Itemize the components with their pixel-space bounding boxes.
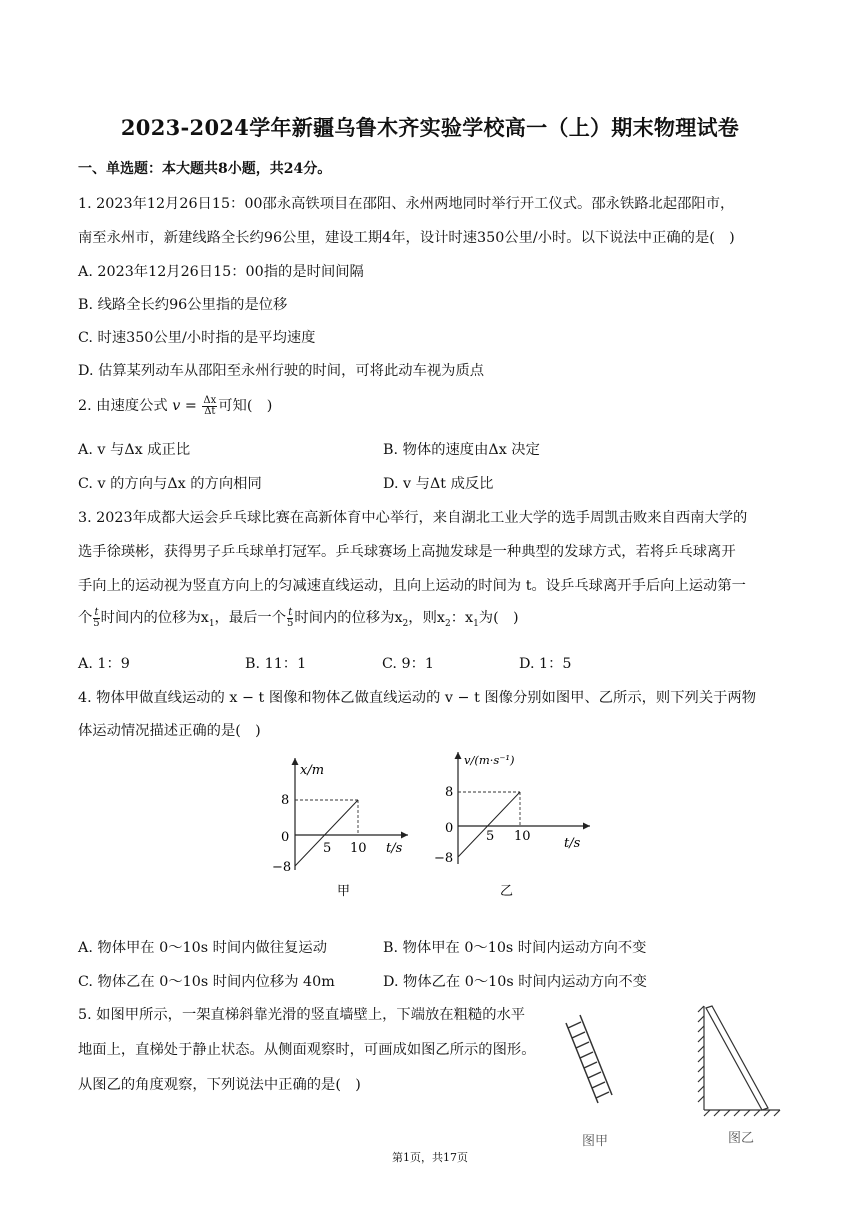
q2-frac-den: Δt (204, 405, 216, 417)
q2-stem (78, 395, 272, 417)
q5-stem-line3: 从图乙的角度观察，下列说法中正确的是( ) (78, 1077, 361, 1093)
q3-text: 个 (78, 610, 93, 626)
yi-origin: 0 (445, 821, 454, 836)
yi-x5: 5 (486, 829, 495, 844)
caption-yi: 图乙 (728, 1131, 755, 1146)
q4-option-a: A. 物体甲在 0～10s 时间内做往复运动 (78, 940, 327, 956)
q3-option-d: D. 1：5 (519, 656, 572, 672)
ladder-figure-yi (688, 998, 788, 1150)
q3-frac1-den: 5 (93, 617, 100, 629)
q3-text: 时间内的位移为x (100, 610, 209, 626)
q1-option-d: D. 估算某列动车从邵阳至永州行驶的时间，可将此动车视为质点 (78, 363, 485, 379)
q2-prefix: 2. 由速度公式 (78, 398, 173, 414)
q3-frac2-num: t (288, 606, 293, 618)
section-heading: 一、单选题：本大题共8小题，共24分。 (78, 161, 332, 177)
yi-graph-line (458, 792, 520, 857)
q3-option-b: B. 11：1 (245, 656, 307, 672)
q2-option-d: D. v 与Δt 成反比 (383, 476, 494, 492)
q3-text: 为( ) (478, 610, 519, 626)
caption-jia: 图甲 (582, 1134, 609, 1149)
yi-y-bot: −8 (434, 851, 454, 866)
jia-graph-line (295, 800, 358, 866)
q1-stem-line2: 南至永州市，新建线路全长约96公里，建设工期4年，设计时速350公里/小时。以下说法中正确的是( ) (78, 230, 735, 246)
q3-sub: 1 (208, 618, 215, 629)
q3-frac2-den: 5 (287, 617, 294, 629)
q3-stem-line1: 3. 2023年成都大运会乒乓球比赛在高新体育中心举行，来自湖北工业大学的选手周凯击败来自西南大学的 (78, 510, 748, 526)
q1-option-c: C. 时速350公里/小时指的是平均速度 (78, 330, 316, 346)
q3-fraction-1 (93, 608, 99, 629)
q1-stem-line1: 1. 2023年12月26日15：00邵永高铁项目在邵阳、永州两地同时举行开工仪式。邵永铁路北起邵阳市， (78, 196, 735, 212)
q3-frac1-num: t (94, 606, 99, 618)
q2-v: v (172, 398, 181, 414)
jia-x10: 10 (350, 841, 367, 856)
jia-x5: 5 (323, 841, 332, 856)
q3-sub: 1 (473, 618, 479, 629)
q2-option-c: C. v 的方向与Δx 的方向相同 (78, 476, 262, 492)
q3-text: ，最后一个 (214, 610, 287, 626)
yi-xlabel: t/s (564, 836, 581, 851)
page-footer: 第1页，共17页 (392, 1151, 468, 1164)
q1-option-a: A. 2023年12月26日15：00指的是时间间隔 (78, 264, 364, 280)
q3-sub: 2 (444, 618, 451, 629)
q3-text: 时间内的位移为x (294, 610, 403, 626)
q4-stem-line1: 4. 物体甲做直线运动的 x − t 图像和物体乙做直线运动的 v − t 图像分别如图甲、乙所示，则下列关于两物 (78, 690, 757, 706)
jia-origin: 0 (281, 830, 290, 845)
jia-caption: 甲 (337, 884, 351, 899)
q2-option-a: A. v 与Δx 成正比 (78, 442, 191, 458)
jia-y-bot: −8 (272, 860, 292, 875)
yi-y-top: 8 (445, 785, 454, 800)
figure-jia-xt-graph (268, 752, 418, 902)
jia-y-top: 8 (281, 793, 290, 808)
q5-stem-line1: 5. 如图甲所示，一架直梯斜靠光滑的竖直墙壁上，下端放在粗糙的水平 (78, 1007, 526, 1023)
q3-stem-line4 (78, 607, 519, 629)
figure-yi-vt-graph (428, 744, 598, 902)
q2-fraction (202, 396, 217, 417)
q4-option-b: B. 物体甲在 0～10s 时间内运动方向不变 (383, 940, 647, 956)
q4-option-c: C. 物体乙在 0～10s 时间内位移为 40m (78, 974, 335, 990)
q3-stem-line3: 手向上的运动视为竖直方向上的匀减速直线运动，且向上运动的时间为 t。设乒乓球离开手后向上运动第一 (78, 578, 746, 594)
q1-option-b: B. 线路全长约96公里指的是位移 (78, 297, 288, 313)
jia-xlabel: t/s (386, 841, 403, 856)
q5-stem-line2: 地面上，直梯处于静止状态。从侧面观察时，可画成如图乙所示的图形。 (78, 1042, 536, 1058)
q3-text: ：x (450, 610, 474, 626)
q2-option-b: B. 物体的速度由Δx 决定 (383, 442, 540, 458)
q3-option-c: C. 9：1 (382, 656, 435, 672)
q3-text: ，则x (408, 610, 445, 626)
q2-eq: = (180, 398, 202, 414)
yi-x10: 10 (514, 829, 531, 844)
q4-option-d: D. 物体乙在 0～10s 时间内运动方向不变 (383, 974, 647, 990)
ladder-figure-jia (560, 1005, 640, 1150)
q2-suffix: 可知( ) (218, 398, 273, 414)
q3-sub: 2 (402, 618, 409, 629)
q4-stem-line2: 体运动情况描述正确的是( ) (78, 723, 261, 739)
yi-ylabel: v/(m·s⁻¹) (464, 753, 515, 767)
q3-fraction-2 (287, 608, 293, 629)
q3-stem-line2: 选手徐瑛彬，获得男子乒乓球单打冠军。乒乓球赛场上高抛发球是一种典型的发球方式，若将乒乓球离开 (78, 544, 736, 560)
page-title: 2023-2024学年新疆乌鲁木齐实验学校高一（上）期末物理试卷 (120, 115, 740, 140)
q2-frac-num: Δx (203, 394, 217, 406)
yi-caption: 乙 (500, 884, 514, 899)
jia-ylabel: x/m (300, 763, 325, 778)
q3-option-a: A. 1：9 (78, 656, 130, 672)
